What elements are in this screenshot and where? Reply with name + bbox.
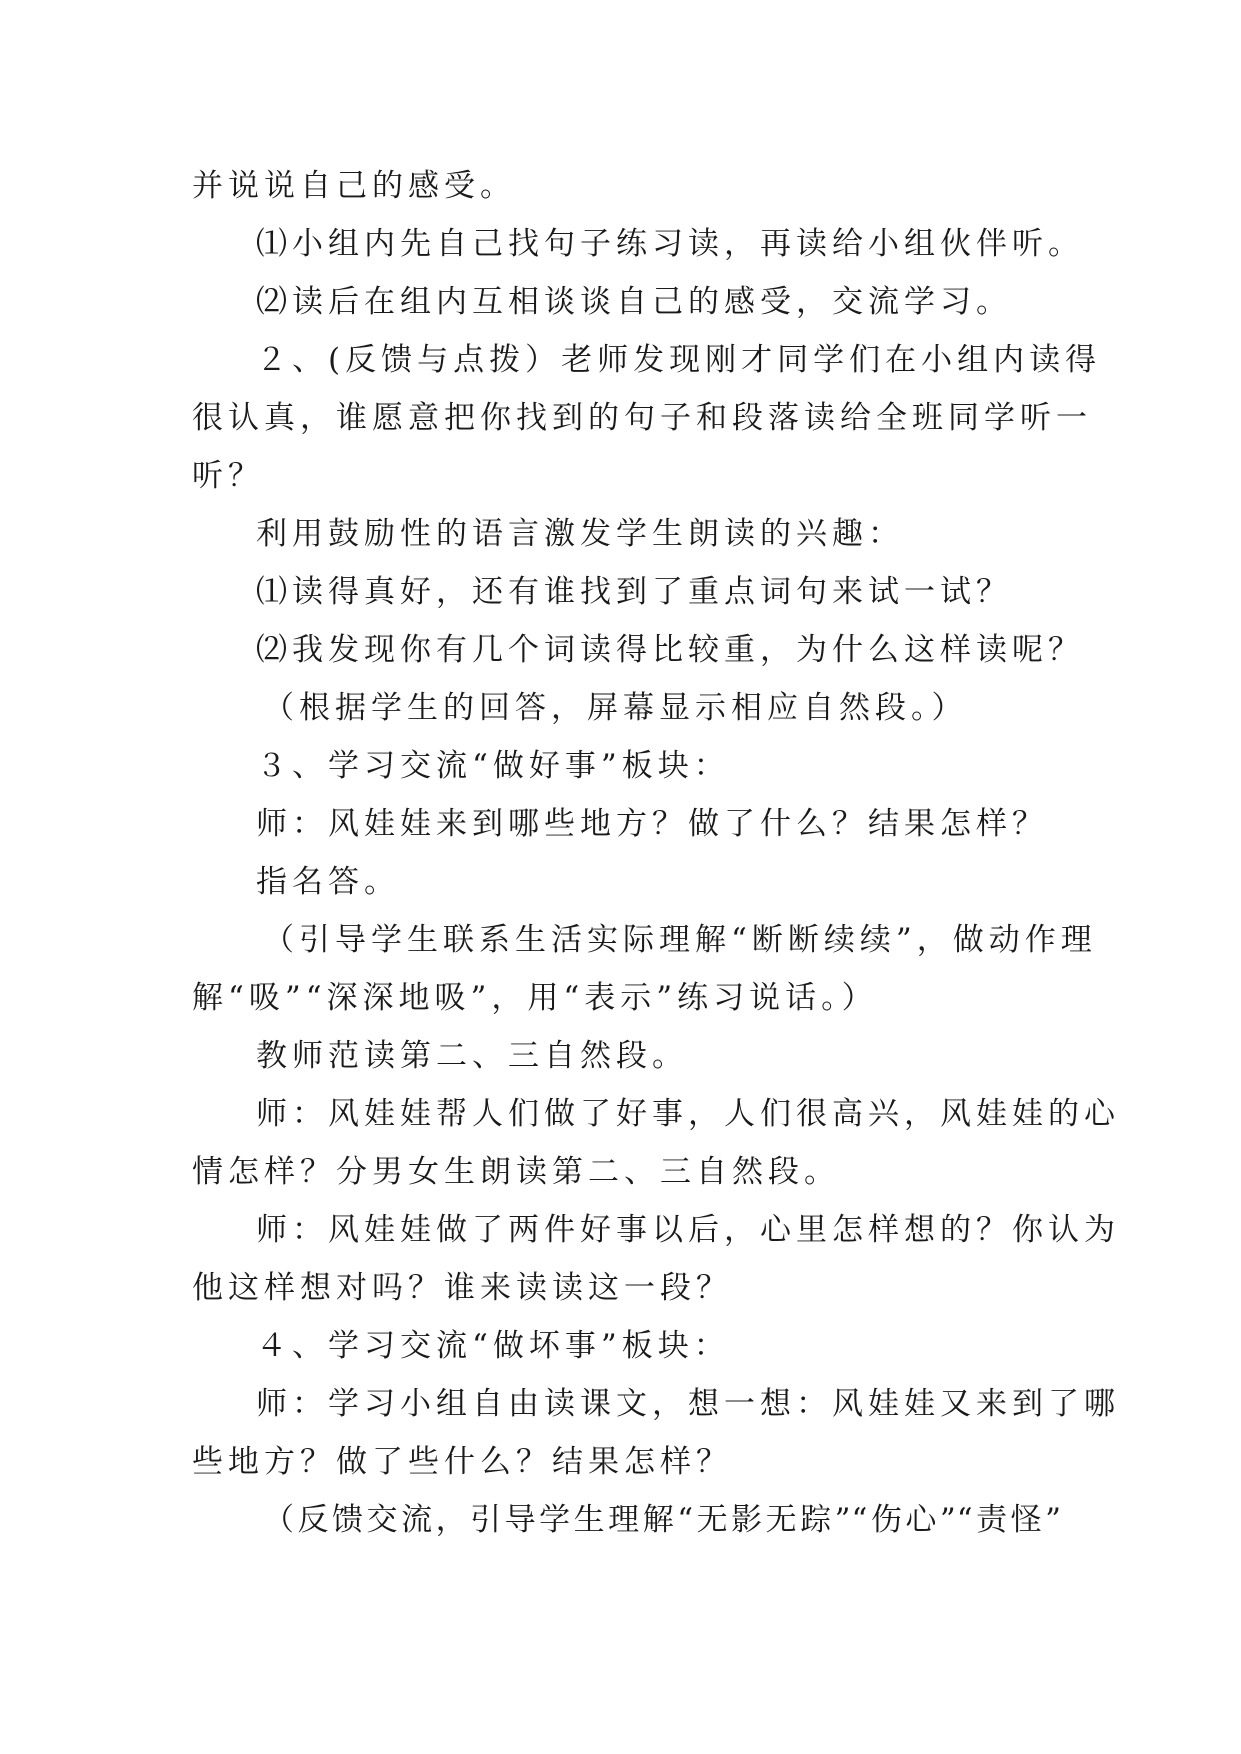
text-line: ⑵我发现你有几个词读得比较重，为什么这样读呢？ [256, 632, 1084, 668]
text-line: 情怎样？分男女生朗读第二、三自然段。 [192, 1154, 840, 1190]
text-line: ⑴读得真好，还有谁找到了重点词句来试一试？ [256, 574, 1012, 610]
text-line: 很认真，谁愿意把你找到的句子和段落读给全班同学听一 [192, 400, 1092, 436]
text-line: （根据学生的回答，屏幕显示相应自然段。） [263, 690, 968, 726]
text-line: 师：学习小组自由读课文，想一想：风娃娃又来到了哪 [256, 1386, 1120, 1422]
text-line: 师：风娃娃来到哪些地方？做了什么？结果怎样？ [256, 806, 1048, 842]
text-line: 解“吸”“深深地吸”，用“表示”练习说话。） [192, 980, 878, 1016]
text-line: 听？ [192, 458, 264, 494]
text-line: 师：风娃娃做了两件好事以后，心里怎样想的？你认为 [256, 1212, 1120, 1248]
text-line: 他这样想对吗？谁来读读这一段？ [192, 1270, 732, 1306]
text-line: 教师范读第二、三自然段。 [256, 1038, 688, 1074]
text-line: 些地方？做了些什么？结果怎样？ [192, 1444, 732, 1480]
text-line: ２、(反馈与点拨）老师发现刚才同学们在小组内读得 [256, 342, 1102, 378]
text-line: （引导学生联系生活实际理解“断断续续”，做动作理 [263, 922, 1097, 958]
text-line: （反馈交流，引导学生理解“无影无踪”“伤心”“责怪” [263, 1502, 1062, 1538]
text-line: 并说说自己的感受。 [192, 168, 516, 204]
text-line: 指名答。 [256, 864, 400, 900]
text-line: ３、学习交流“做好事”板块： [256, 748, 730, 784]
text-line: ⑵读后在组内互相谈谈自己的感受，交流学习。 [256, 284, 1012, 320]
text-line: ⑴小组内先自己找句子练习读，再读给小组伙伴听。 [256, 226, 1084, 262]
text-line: ４、学习交流“做坏事”板块： [256, 1328, 730, 1364]
text-line: 利用鼓励性的语言激发学生朗读的兴趣： [256, 516, 904, 552]
text-line: 师：风娃娃帮人们做了好事，人们很高兴，风娃娃的心 [256, 1096, 1120, 1132]
